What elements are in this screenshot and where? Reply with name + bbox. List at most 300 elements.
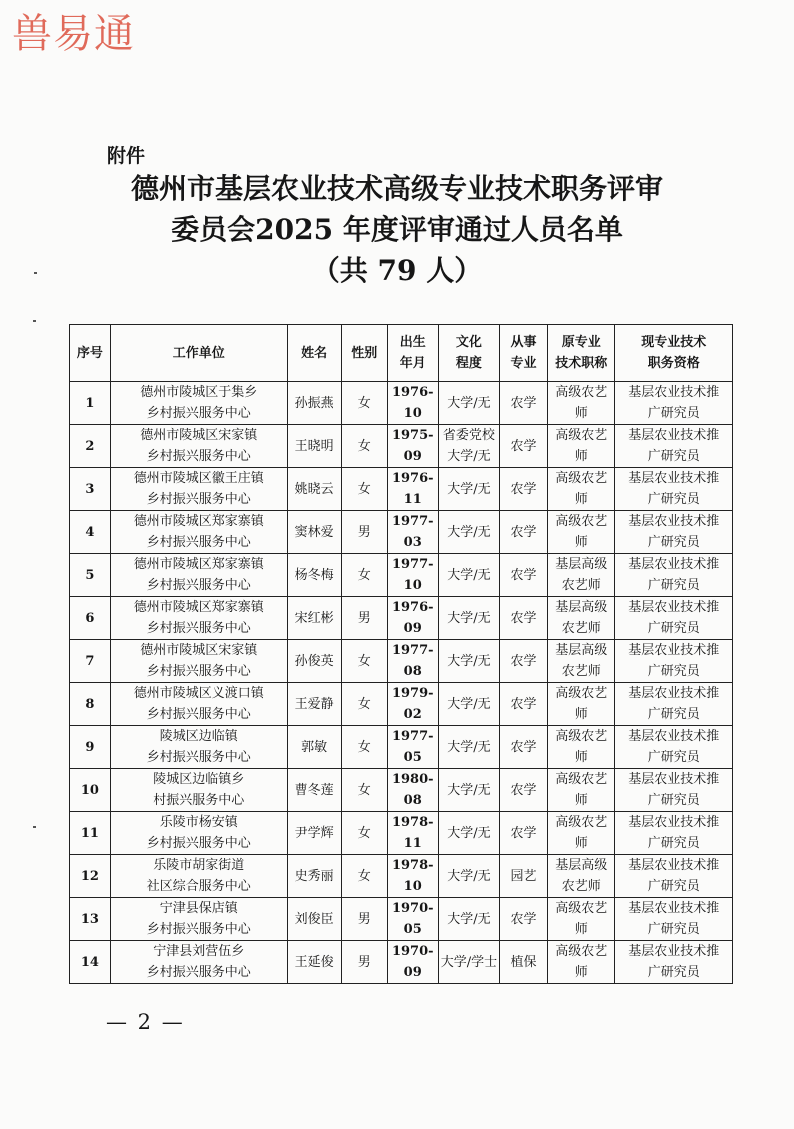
cell-education-line2: 大学/无 (447, 449, 491, 464)
cell-seq (70, 511, 111, 554)
cell-education (438, 554, 499, 597)
cell-unit (110, 640, 287, 683)
cell-current-qualification-line1: 基层农业技术推 (628, 686, 720, 701)
cell-name (287, 511, 341, 554)
cell-gender (341, 640, 387, 683)
cell-gender-line1: 女 (357, 438, 371, 454)
cell-education (438, 468, 499, 511)
cell-birth-line1: 1976-09 (391, 600, 434, 636)
header-major-line2: 专业 (510, 356, 537, 371)
cell-unit-line1: 德州市陵城区于集乡 (140, 385, 258, 400)
cell-seq-line1: 2 (85, 438, 95, 454)
cell-unit-line1: 陵城区边临镇乡 (153, 772, 245, 787)
cell-seq-line1: 9 (85, 739, 95, 755)
cell-birth-line1: 1977-10 (391, 557, 434, 593)
cell-unit (110, 511, 287, 554)
cell-gender (341, 683, 387, 726)
table-row (70, 941, 733, 984)
cell-major-line1: 农学 (510, 567, 537, 583)
cell-gender (341, 941, 387, 984)
cell-current-qualification-line2: 广研究员 (647, 664, 700, 679)
cell-gender-line1: 男 (357, 610, 371, 626)
cell-education-line1: 大学/无 (447, 610, 491, 626)
cell-current-qualification-line2: 广研究员 (647, 535, 700, 550)
cell-gender (341, 554, 387, 597)
cell-original-title-line2: 师 (574, 707, 588, 722)
cell-major (500, 855, 548, 898)
cell-seq (70, 683, 111, 726)
cell-name-line1: 孙振燕 (294, 395, 334, 411)
header-major-line1: 从事 (510, 335, 537, 350)
table-row (70, 855, 733, 898)
table-row (70, 425, 733, 468)
cell-name (287, 898, 341, 941)
cell-unit-line2: 社区综合服务中心 (146, 879, 251, 894)
cell-seq (70, 425, 111, 468)
cell-original-title-line2: 农艺师 (561, 621, 601, 636)
cell-name (287, 812, 341, 855)
cell-unit-line2: 乡村振兴服务中心 (146, 922, 251, 937)
table-row (70, 468, 733, 511)
cell-name (287, 597, 341, 640)
cell-current-qualification (615, 511, 733, 554)
cell-original-title-line1: 高级农艺 (555, 385, 608, 400)
cell-birth-line1: 1978-10 (391, 858, 434, 894)
cell-original-title-line2: 农艺师 (561, 664, 601, 679)
cell-current-qualification-line1: 基层农业技术推 (628, 428, 720, 443)
cell-major (500, 511, 548, 554)
cell-unit (110, 812, 287, 855)
watermark-logo: 兽易通 (12, 11, 135, 57)
header-current-qualification (615, 325, 733, 382)
cell-seq-line1: 11 (80, 825, 99, 841)
cell-name-line1: 宋红彬 (294, 610, 334, 626)
cell-birth-line1: 1979-02 (391, 686, 434, 722)
cell-education (438, 855, 499, 898)
cell-birth (387, 425, 438, 468)
cell-unit-line1: 乐陵市胡家街道 (153, 858, 245, 873)
cell-major (500, 597, 548, 640)
cell-name (287, 425, 341, 468)
cell-unit-line2: 乡村振兴服务中心 (146, 535, 251, 550)
cell-current-qualification-line1: 基层农业技术推 (628, 729, 720, 744)
cell-seq-line1: 14 (80, 954, 99, 970)
cell-birth-line1: 1980-08 (391, 772, 434, 808)
cell-birth (387, 597, 438, 640)
cell-birth-line1: 1976-11 (391, 471, 434, 507)
cell-current-qualification (615, 898, 733, 941)
header-unit: 工作单位 (110, 325, 287, 382)
cell-gender (341, 855, 387, 898)
cell-seq (70, 941, 111, 984)
cell-current-qualification-line1: 基层农业技术推 (628, 600, 720, 615)
cell-birth (387, 769, 438, 812)
cell-birth-line1: 1975-09 (391, 428, 434, 464)
cell-major-line1: 农学 (510, 782, 537, 798)
cell-original-title-line2: 师 (574, 449, 588, 464)
personnel-table (69, 324, 733, 984)
header-gender: 性别 (341, 325, 387, 382)
cell-original-title-line2: 农艺师 (561, 879, 601, 894)
document-title-count: （共 79 人） (311, 254, 483, 287)
cell-seq (70, 468, 111, 511)
cell-name (287, 640, 341, 683)
cell-unit (110, 683, 287, 726)
cell-gender-line1: 男 (357, 911, 371, 927)
cell-seq (70, 640, 111, 683)
cell-original-title (548, 511, 615, 554)
cell-birth (387, 382, 438, 425)
cell-major (500, 425, 548, 468)
cell-unit-line1: 乐陵市杨安镇 (159, 815, 238, 830)
cell-original-title-line1: 基层高级 (555, 557, 608, 572)
cell-original-title-line2: 师 (574, 836, 588, 851)
cell-original-title (548, 855, 615, 898)
cell-gender-line1: 女 (357, 696, 371, 712)
header-orig-line1: 原专业 (561, 335, 601, 350)
cell-current-qualification-line2: 广研究员 (647, 965, 700, 980)
page-number: — 2 — (106, 1010, 185, 1034)
cell-education (438, 425, 499, 468)
cell-unit-line1: 德州市陵城区宋家镇 (140, 643, 258, 658)
cell-gender-line1: 男 (357, 524, 371, 540)
document-title-line-2: 委员会2025 年度评审通过人员名单 (171, 213, 623, 246)
cell-unit-line1: 德州市陵城区郑家寨镇 (133, 557, 264, 572)
cell-current-qualification-line2: 广研究员 (647, 492, 700, 507)
cell-unit-line1: 德州市陵城区义渡口镇 (133, 686, 264, 701)
cell-unit-line2: 乡村振兴服务中心 (146, 750, 251, 765)
cell-birth-line1: 1977-05 (391, 729, 434, 765)
cell-original-title-line1: 高级农艺 (555, 729, 608, 744)
cell-original-title-line1: 基层高级 (555, 600, 608, 615)
cell-original-title-line1: 高级农艺 (555, 815, 608, 830)
cell-birth-line1: 1970-05 (391, 901, 434, 937)
cell-original-title (548, 425, 615, 468)
cell-original-title-line1: 高级农艺 (555, 901, 608, 916)
table-row (70, 382, 733, 425)
table-row (70, 597, 733, 640)
cell-unit-line2: 乡村振兴服务中心 (146, 707, 251, 722)
cell-current-qualification (615, 769, 733, 812)
cell-major (500, 898, 548, 941)
cell-unit-line2: 乡村振兴服务中心 (146, 578, 251, 593)
cell-name-line1: 姚晓云 (294, 481, 334, 497)
cell-gender (341, 511, 387, 554)
cell-major-line1: 农学 (510, 825, 537, 841)
cell-original-title-line2: 师 (574, 406, 588, 421)
cell-major-line1: 农学 (510, 395, 537, 411)
table-row (70, 726, 733, 769)
cell-major-line1: 农学 (510, 524, 537, 540)
cell-major-line1: 农学 (510, 481, 537, 497)
cell-seq-line1: 3 (85, 481, 95, 497)
cell-education-line1: 大学/无 (447, 782, 491, 798)
cell-unit (110, 855, 287, 898)
header-cur-line1: 现专业技术 (641, 335, 707, 350)
cell-current-qualification (615, 812, 733, 855)
cell-education (438, 511, 499, 554)
cell-current-qualification-line1: 基层农业技术推 (628, 901, 720, 916)
table-row (70, 683, 733, 726)
cell-major-line1: 农学 (510, 653, 537, 669)
cell-current-qualification-line2: 广研究员 (647, 922, 700, 937)
cell-gender-line1: 女 (357, 825, 371, 841)
cell-unit (110, 382, 287, 425)
cell-education-line1: 大学/无 (447, 653, 491, 669)
cell-unit (110, 941, 287, 984)
cell-name-line1: 刘俊臣 (294, 911, 334, 927)
cell-name (287, 554, 341, 597)
header-major (500, 325, 548, 382)
cell-original-title (548, 812, 615, 855)
cell-birth (387, 855, 438, 898)
cell-seq-line1: 12 (80, 868, 99, 884)
cell-unit-line2: 乡村振兴服务中心 (146, 406, 251, 421)
cell-major (500, 640, 548, 683)
cell-current-qualification-line1: 基层农业技术推 (628, 385, 720, 400)
cell-original-title (548, 726, 615, 769)
header-cur-line2: 职务资格 (647, 356, 700, 371)
cell-gender (341, 726, 387, 769)
cell-unit (110, 425, 287, 468)
document-title-line-1: 德州市基层农业技术高级专业技术职务评审 (130, 172, 663, 205)
cell-seq (70, 769, 111, 812)
cell-original-title-line1: 高级农艺 (555, 471, 608, 486)
cell-unit-line1: 德州市陵城区宋家镇 (140, 428, 258, 443)
cell-unit-line1: 宁津县保店镇 (159, 901, 238, 916)
scan-speck (33, 826, 36, 828)
cell-unit-line2: 乡村振兴服务中心 (146, 836, 251, 851)
table-row (70, 898, 733, 941)
cell-major-line1: 农学 (510, 438, 537, 454)
cell-seq-line1: 13 (80, 911, 99, 927)
cell-major (500, 769, 548, 812)
cell-original-title-line2: 师 (574, 750, 588, 765)
cell-current-qualification (615, 382, 733, 425)
cell-original-title (548, 640, 615, 683)
cell-gender (341, 898, 387, 941)
cell-unit-line2: 乡村振兴服务中心 (146, 449, 251, 464)
cell-current-qualification-line2: 广研究员 (647, 836, 700, 851)
cell-gender (341, 468, 387, 511)
cell-education (438, 597, 499, 640)
cell-unit-line2: 乡村振兴服务中心 (146, 492, 251, 507)
cell-birth-line1: 1970-09 (391, 944, 434, 980)
cell-birth-line1: 1977-08 (391, 643, 434, 679)
cell-major (500, 812, 548, 855)
cell-gender-line1: 女 (357, 739, 371, 755)
cell-education-line1: 大学/无 (447, 395, 491, 411)
cell-gender-line1: 女 (357, 395, 371, 411)
cell-name-line1: 杨冬梅 (294, 567, 334, 583)
cell-current-qualification-line1: 基层农业技术推 (628, 944, 720, 959)
cell-original-title (548, 898, 615, 941)
table-row (70, 640, 733, 683)
cell-major-line1: 园艺 (510, 868, 537, 884)
cell-birth-line1: 1977-03 (391, 514, 434, 550)
cell-unit (110, 597, 287, 640)
cell-education (438, 382, 499, 425)
cell-education (438, 683, 499, 726)
cell-original-title-line2: 农艺师 (561, 578, 601, 593)
cell-seq (70, 812, 111, 855)
cell-unit-line1: 德州市陵城区徽王庄镇 (133, 471, 264, 486)
table-row (70, 812, 733, 855)
cell-major (500, 468, 548, 511)
cell-birth-line1: 1978-11 (391, 815, 434, 851)
cell-unit (110, 468, 287, 511)
table-row (70, 554, 733, 597)
cell-seq-line1: 5 (85, 567, 95, 583)
cell-birth (387, 683, 438, 726)
cell-original-title (548, 941, 615, 984)
cell-major-line1: 农学 (510, 610, 537, 626)
cell-gender-line1: 女 (357, 567, 371, 583)
table-row (70, 769, 733, 812)
header-birth (387, 325, 438, 382)
cell-current-qualification-line1: 基层农业技术推 (628, 514, 720, 529)
cell-unit (110, 554, 287, 597)
cell-original-title-line1: 基层高级 (555, 858, 608, 873)
cell-birth-line1: 1976-10 (391, 385, 434, 421)
cell-major (500, 382, 548, 425)
header-name: 姓名 (287, 325, 341, 382)
header-birth-line2: 年月 (399, 356, 426, 371)
cell-gender (341, 769, 387, 812)
cell-original-title (548, 769, 615, 812)
header-education (438, 325, 499, 382)
cell-current-qualification-line2: 广研究员 (647, 449, 700, 464)
cell-major-line1: 农学 (510, 696, 537, 712)
cell-seq-line1: 4 (85, 524, 95, 540)
cell-education (438, 769, 499, 812)
header-edu-line1: 文化 (455, 335, 482, 350)
cell-seq (70, 726, 111, 769)
cell-education (438, 640, 499, 683)
cell-original-title-line2: 师 (574, 965, 588, 980)
cell-current-qualification-line2: 广研究员 (647, 578, 700, 593)
cell-name (287, 941, 341, 984)
cell-original-title-line1: 高级农艺 (555, 772, 608, 787)
cell-education-line1: 大学/无 (447, 524, 491, 540)
cell-original-title-line2: 师 (574, 492, 588, 507)
cell-unit-line2: 乡村振兴服务中心 (146, 621, 251, 636)
cell-unit-line1: 德州市陵城区郑家寨镇 (133, 600, 264, 615)
cell-current-qualification-line2: 广研究员 (647, 750, 700, 765)
cell-unit (110, 769, 287, 812)
cell-education (438, 726, 499, 769)
cell-name-line1: 曹冬莲 (294, 782, 334, 798)
cell-gender (341, 425, 387, 468)
cell-education-line1: 大学/无 (447, 739, 491, 755)
table-row (70, 511, 733, 554)
cell-original-title-line1: 基层高级 (555, 643, 608, 658)
cell-unit-line1: 宁津县刘营伍乡 (153, 944, 245, 959)
cell-birth (387, 468, 438, 511)
cell-current-qualification-line1: 基层农业技术推 (628, 557, 720, 572)
table-header-row (70, 325, 733, 382)
cell-current-qualification-line2: 广研究员 (647, 406, 700, 421)
cell-original-title (548, 554, 615, 597)
cell-education-line1: 大学/无 (447, 481, 491, 497)
cell-seq-line1: 1 (85, 395, 95, 411)
cell-name (287, 726, 341, 769)
cell-birth (387, 726, 438, 769)
cell-unit-line2: 村振兴服务中心 (153, 793, 245, 808)
cell-gender-line1: 女 (357, 868, 371, 884)
cell-current-qualification-line2: 广研究员 (647, 707, 700, 722)
header-edu-line2: 程度 (455, 356, 482, 371)
cell-gender (341, 382, 387, 425)
cell-current-qualification (615, 597, 733, 640)
cell-original-title (548, 683, 615, 726)
cell-education-line1: 大学/学士 (440, 954, 498, 970)
cell-current-qualification (615, 554, 733, 597)
cell-name-line1: 王爱静 (294, 696, 334, 712)
cell-unit-line1: 陵城区边临镇 (159, 729, 238, 744)
cell-unit-line2: 乡村振兴服务中心 (146, 664, 251, 679)
cell-name (287, 769, 341, 812)
cell-seq-line1: 7 (85, 653, 95, 669)
cell-gender-line1: 男 (357, 954, 371, 970)
cell-seq-line1: 10 (80, 782, 99, 798)
cell-current-qualification-line2: 广研究员 (647, 793, 700, 808)
cell-education-line1: 大学/无 (447, 868, 491, 884)
cell-unit (110, 726, 287, 769)
cell-current-qualification-line1: 基层农业技术推 (628, 772, 720, 787)
cell-original-title-line2: 师 (574, 793, 588, 808)
cell-birth (387, 898, 438, 941)
cell-major (500, 554, 548, 597)
cell-gender (341, 597, 387, 640)
cell-education-line1: 大学/无 (447, 696, 491, 712)
cell-seq (70, 597, 111, 640)
cell-original-title (548, 468, 615, 511)
cell-birth (387, 511, 438, 554)
cell-name-line1: 窦林爱 (294, 524, 334, 540)
cell-education-line1: 省委党校 (442, 428, 495, 443)
cell-seq (70, 382, 111, 425)
cell-major-line1: 植保 (510, 954, 537, 970)
cell-education (438, 941, 499, 984)
cell-current-qualification-line2: 广研究员 (647, 621, 700, 636)
cell-seq (70, 554, 111, 597)
cell-current-qualification-line1: 基层农业技术推 (628, 858, 720, 873)
cell-birth (387, 640, 438, 683)
cell-major (500, 683, 548, 726)
cell-education-line1: 大学/无 (447, 567, 491, 583)
cell-current-qualification-line1: 基层农业技术推 (628, 815, 720, 830)
cell-education (438, 812, 499, 855)
cell-education-line1: 大学/无 (447, 911, 491, 927)
cell-current-qualification (615, 683, 733, 726)
header-birth-line1: 出生 (399, 335, 426, 350)
cell-current-qualification (615, 855, 733, 898)
cell-education-line1: 大学/无 (447, 825, 491, 841)
header-seq: 序号 (70, 325, 111, 382)
cell-name-line1: 尹学辉 (294, 825, 334, 841)
cell-name (287, 468, 341, 511)
cell-unit-line1: 德州市陵城区郑家寨镇 (133, 514, 264, 529)
cell-name-line1: 王晓明 (294, 438, 334, 454)
cell-unit (110, 898, 287, 941)
cell-education (438, 898, 499, 941)
scan-speck (33, 320, 36, 322)
cell-seq (70, 855, 111, 898)
cell-major (500, 726, 548, 769)
cell-name-line1: 郭敏 (301, 739, 328, 755)
cell-major-line1: 农学 (510, 911, 537, 927)
